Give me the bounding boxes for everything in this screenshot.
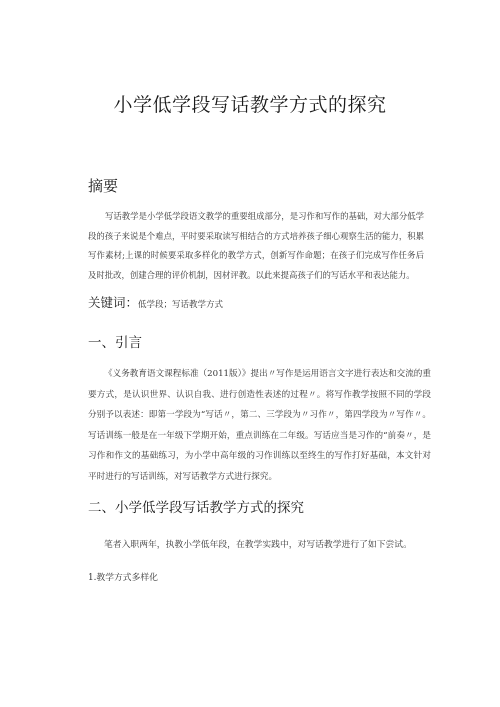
abstract-heading: 摘要 bbox=[88, 177, 119, 195]
keywords-line bbox=[88, 293, 223, 311]
section-heading-exploration: 二、小学低学段写话教学方式的探究 bbox=[88, 500, 304, 516]
keywords-label: 关键词： bbox=[88, 295, 139, 310]
subsection-heading-teaching-methods: 1.教学方式多样化 bbox=[88, 573, 158, 583]
exploration-paragraph: 笔者入职两年，执教小学低年段，在教学实践中，对写话教学进行了如下尝试。 bbox=[104, 540, 412, 550]
introduction-paragraph: 《义务教育语文课程标准（2011版）》提出〃写作是运用语言文字进行表达和交流的重要方式，是认识世界、认识自我、进行创造性表述的过程〃。将写作教学按照不同的学段分别予以表述：即第一学段为“写话〃，第二、三学段为〃习作〃，第四学段为〃写作〃。写话训练一般是在一年级下学期开始，重点训练在二年级。写话应当是习作的“前奏〃，是习作和作文的基础练习，为小学中高年级的习作训练以至终生的写作打好基础，本文针对平时进行的写话训练，对写话教学方式进行探究。 bbox=[88, 369, 431, 482]
keywords-value: 低学段；写话教学方式 bbox=[138, 300, 224, 310]
document-title: 小学低学段写话教学方式的探究 bbox=[113, 94, 387, 116]
abstract-paragraph: 写话教学是小学低学段语文教学的重要组成部分，是习作和写作的基础，对大部分低学段的孩子来说是个难点，平时要采取读写相结合的方式培养孩子细心观察生活的能力，积累写作素材;上课的时候要采取多样化的教学方式，创新写作命题；在孩子们完成写作任务后及时批改，创建合理的评价机制，因材评教。以此来提高孩子们的写话水平和表达能力。 bbox=[88, 211, 424, 280]
section-heading-introduction: 一、引言 bbox=[88, 335, 142, 351]
